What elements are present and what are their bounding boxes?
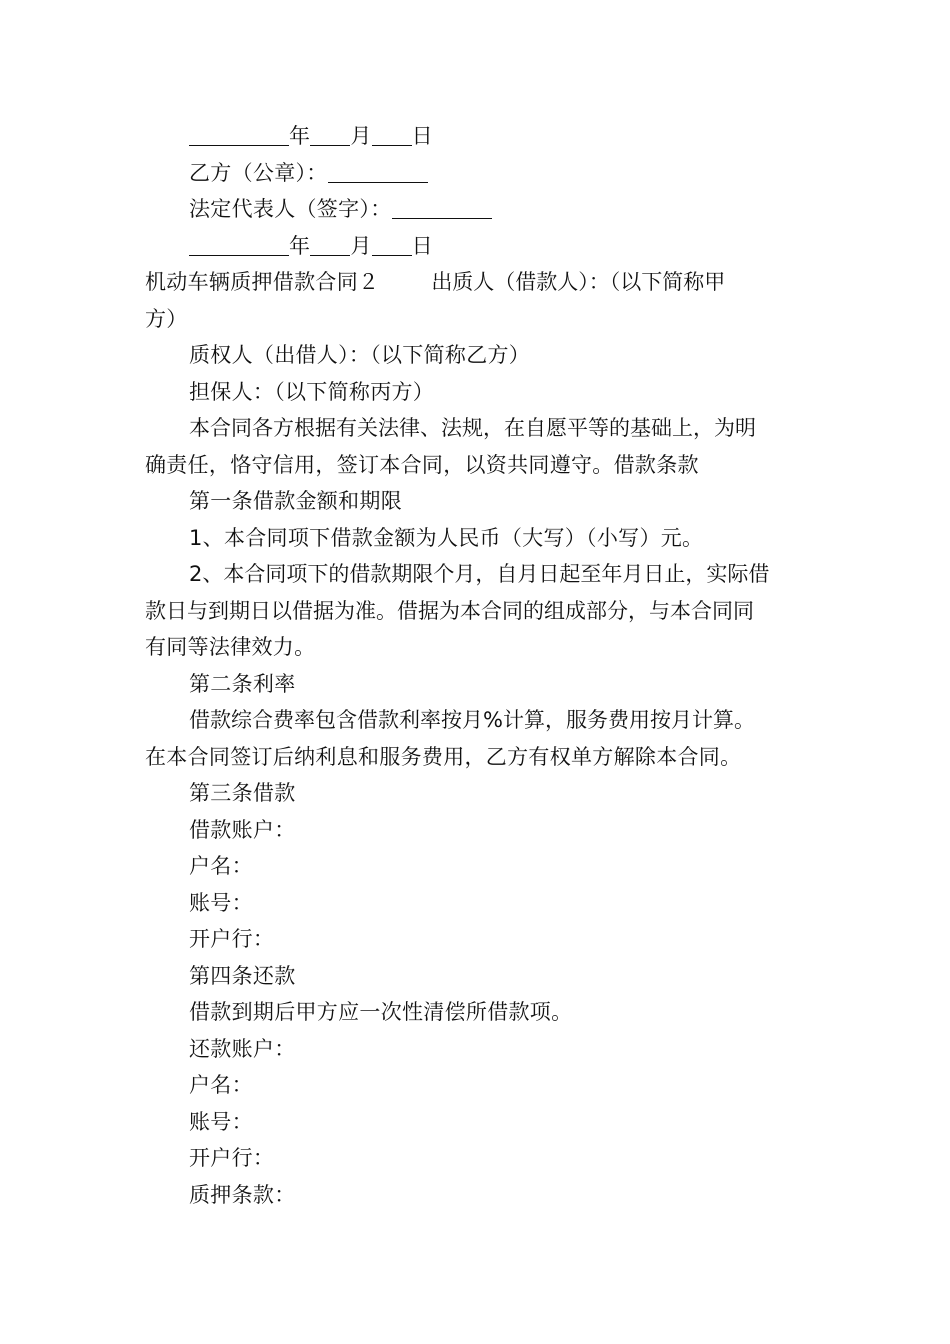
day-blank bbox=[372, 233, 412, 256]
month-label: 月 bbox=[350, 233, 372, 258]
party-b-seal-line bbox=[145, 155, 805, 192]
month-label: 月 bbox=[350, 124, 372, 148]
date-line bbox=[145, 118, 805, 155]
legal-rep-label: 法定代表人（签字）： bbox=[189, 197, 392, 221]
bank-label: 开户行： bbox=[189, 927, 275, 951]
pledgor-text: 出质人（借款人）：（以下简称甲 bbox=[431, 270, 726, 294]
account-number-label: 账号： bbox=[189, 1109, 253, 1134]
contract-title: 机动车辆质押借款合同２ bbox=[145, 270, 380, 294]
article-2-text: 在本合同签订后纳利息和服务费用，乙方有权单方解除本合同。 bbox=[145, 744, 742, 769]
year-blank bbox=[189, 233, 289, 256]
article-4-title: 第四条还款 bbox=[189, 963, 296, 988]
article-3-title: 第三条借款 bbox=[189, 781, 296, 805]
article-1-title: 第一条借款金额和期限 bbox=[189, 489, 402, 513]
article-1-clause-2: 有同等法律效力。 bbox=[145, 635, 316, 659]
day-label: 日 bbox=[411, 233, 433, 258]
contract-title-line bbox=[145, 264, 805, 301]
loan-account-label: 借款账户： bbox=[189, 817, 296, 842]
legal-rep-blank bbox=[392, 196, 492, 219]
repayment-account-label: 还款账户： bbox=[189, 1036, 296, 1061]
account-name-label: 户名： bbox=[189, 854, 253, 878]
article-1-clause-1: 1、本合同项下借款金额为人民币（大写）（小写）元。 bbox=[189, 525, 704, 550]
article-4-text: 借款到期后甲方应一次性清偿所借款项。 bbox=[189, 1000, 573, 1024]
year-label: 年 bbox=[289, 124, 311, 148]
preamble-text: 确责任，恪守信用，签订本合同，以资共同遵守。借款条款 bbox=[145, 452, 699, 477]
article-1-clause-2: 款日与到期日以借据为准。借据为本合同的组成部分，与本合同同 bbox=[145, 598, 754, 623]
pledge-terms-title: 质押条款： bbox=[189, 1182, 296, 1207]
year-blank bbox=[189, 123, 289, 146]
date-line bbox=[145, 228, 805, 265]
pledgee-text: 质权人（出借人）：（以下简称乙方） bbox=[189, 343, 531, 367]
article-2-text: 借款综合费率包含借款利率按月%计算，服务费用按月计算。 bbox=[189, 708, 755, 732]
day-label: 日 bbox=[411, 124, 433, 148]
account-number-label: 账号： bbox=[189, 890, 253, 915]
month-blank bbox=[310, 123, 350, 146]
article-1-clause-2: 2、本合同项下的借款期限个月，自月日起至年月日止，实际借 bbox=[189, 562, 770, 586]
legal-rep-line bbox=[145, 191, 805, 228]
party-b-seal-blank bbox=[328, 160, 428, 183]
month-blank bbox=[310, 233, 350, 256]
preamble-text: 本合同各方根据有关法律、法规，在自愿平等的基础上，为明 bbox=[189, 416, 756, 440]
bank-label: 开户行： bbox=[189, 1146, 275, 1170]
contract-page bbox=[145, 118, 805, 1213]
pledgor-continuation: 方） bbox=[145, 306, 188, 331]
day-blank bbox=[372, 123, 412, 146]
account-name-label: 户名： bbox=[189, 1073, 253, 1097]
article-2-title: 第二条利率 bbox=[189, 671, 296, 696]
party-b-seal-label: 乙方（公章）： bbox=[189, 160, 328, 185]
year-label: 年 bbox=[289, 233, 311, 258]
guarantor-text: 担保人：（以下简称丙方） bbox=[189, 379, 435, 404]
